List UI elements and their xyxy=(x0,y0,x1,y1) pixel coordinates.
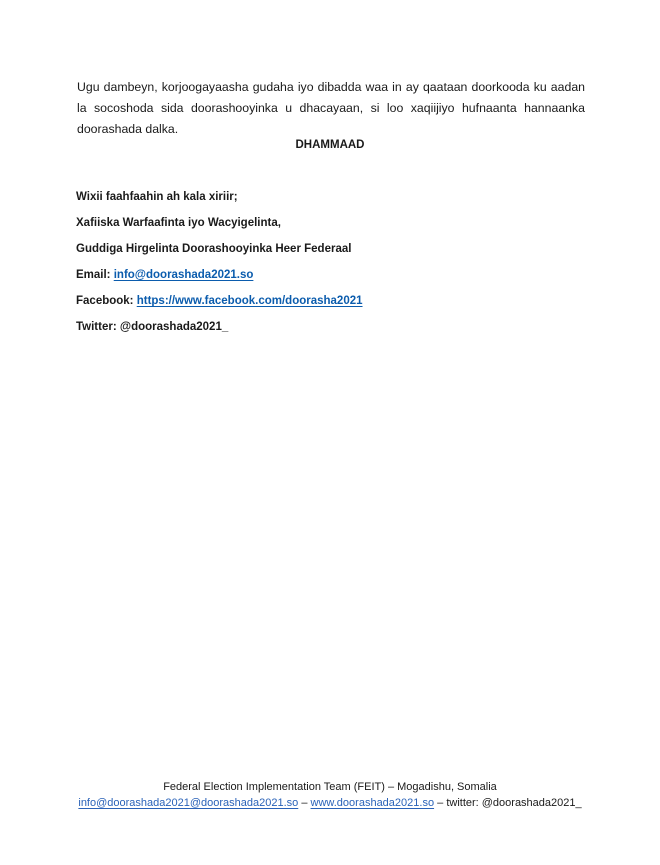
footer-organization: Federal Election Implementation Team (FEIT) – Mogadishu, Somalia xyxy=(163,781,497,793)
email-link[interactable]: info@doorashada2021.so xyxy=(113,269,254,281)
twitter-handle: @doorashada2021_ xyxy=(119,321,229,333)
footer-website-link[interactable]: www.doorashada2021.so xyxy=(310,797,435,809)
closing-paragraph: Ugu dambeyn, korjoogayaasha gudaha iyo dibadda waa in ay qaataan doorkooda ku aadan la socoshoda sida doorashooyinka u dhacayaan, si loo xaqiijiyo hufnaanta hannaanka doorashada dalka. xyxy=(77,80,585,136)
twitter-label: Twitter: xyxy=(76,321,117,333)
contact-facebook-line xyxy=(76,295,363,307)
email-label: Email: xyxy=(76,269,111,281)
footer-separator: – xyxy=(437,797,444,809)
end-heading: DHAMMAAD xyxy=(295,139,365,151)
contact-twitter-line xyxy=(76,321,228,333)
facebook-link[interactable]: https://www.facebook.com/doorasha2021 xyxy=(136,295,363,307)
facebook-label: Facebook: xyxy=(76,295,134,307)
footer-email-link[interactable]: info@doorashada2021@doorashada2021.so xyxy=(78,797,299,809)
contact-committee: Guddiga Hirgelinta Doorashooyinka Heer Federaal xyxy=(76,243,352,255)
footer-links xyxy=(0,797,660,809)
contact-intro: Wixii faahfaahin ah kala xiriir; xyxy=(76,191,238,203)
contact-email-line xyxy=(76,269,253,281)
footer-separator: – xyxy=(301,797,308,809)
contact-office: Xafiiska Warfaafinta iyo Wacyigelinta, xyxy=(76,217,281,229)
footer-twitter: twitter: @doorashada2021_ xyxy=(446,797,582,809)
